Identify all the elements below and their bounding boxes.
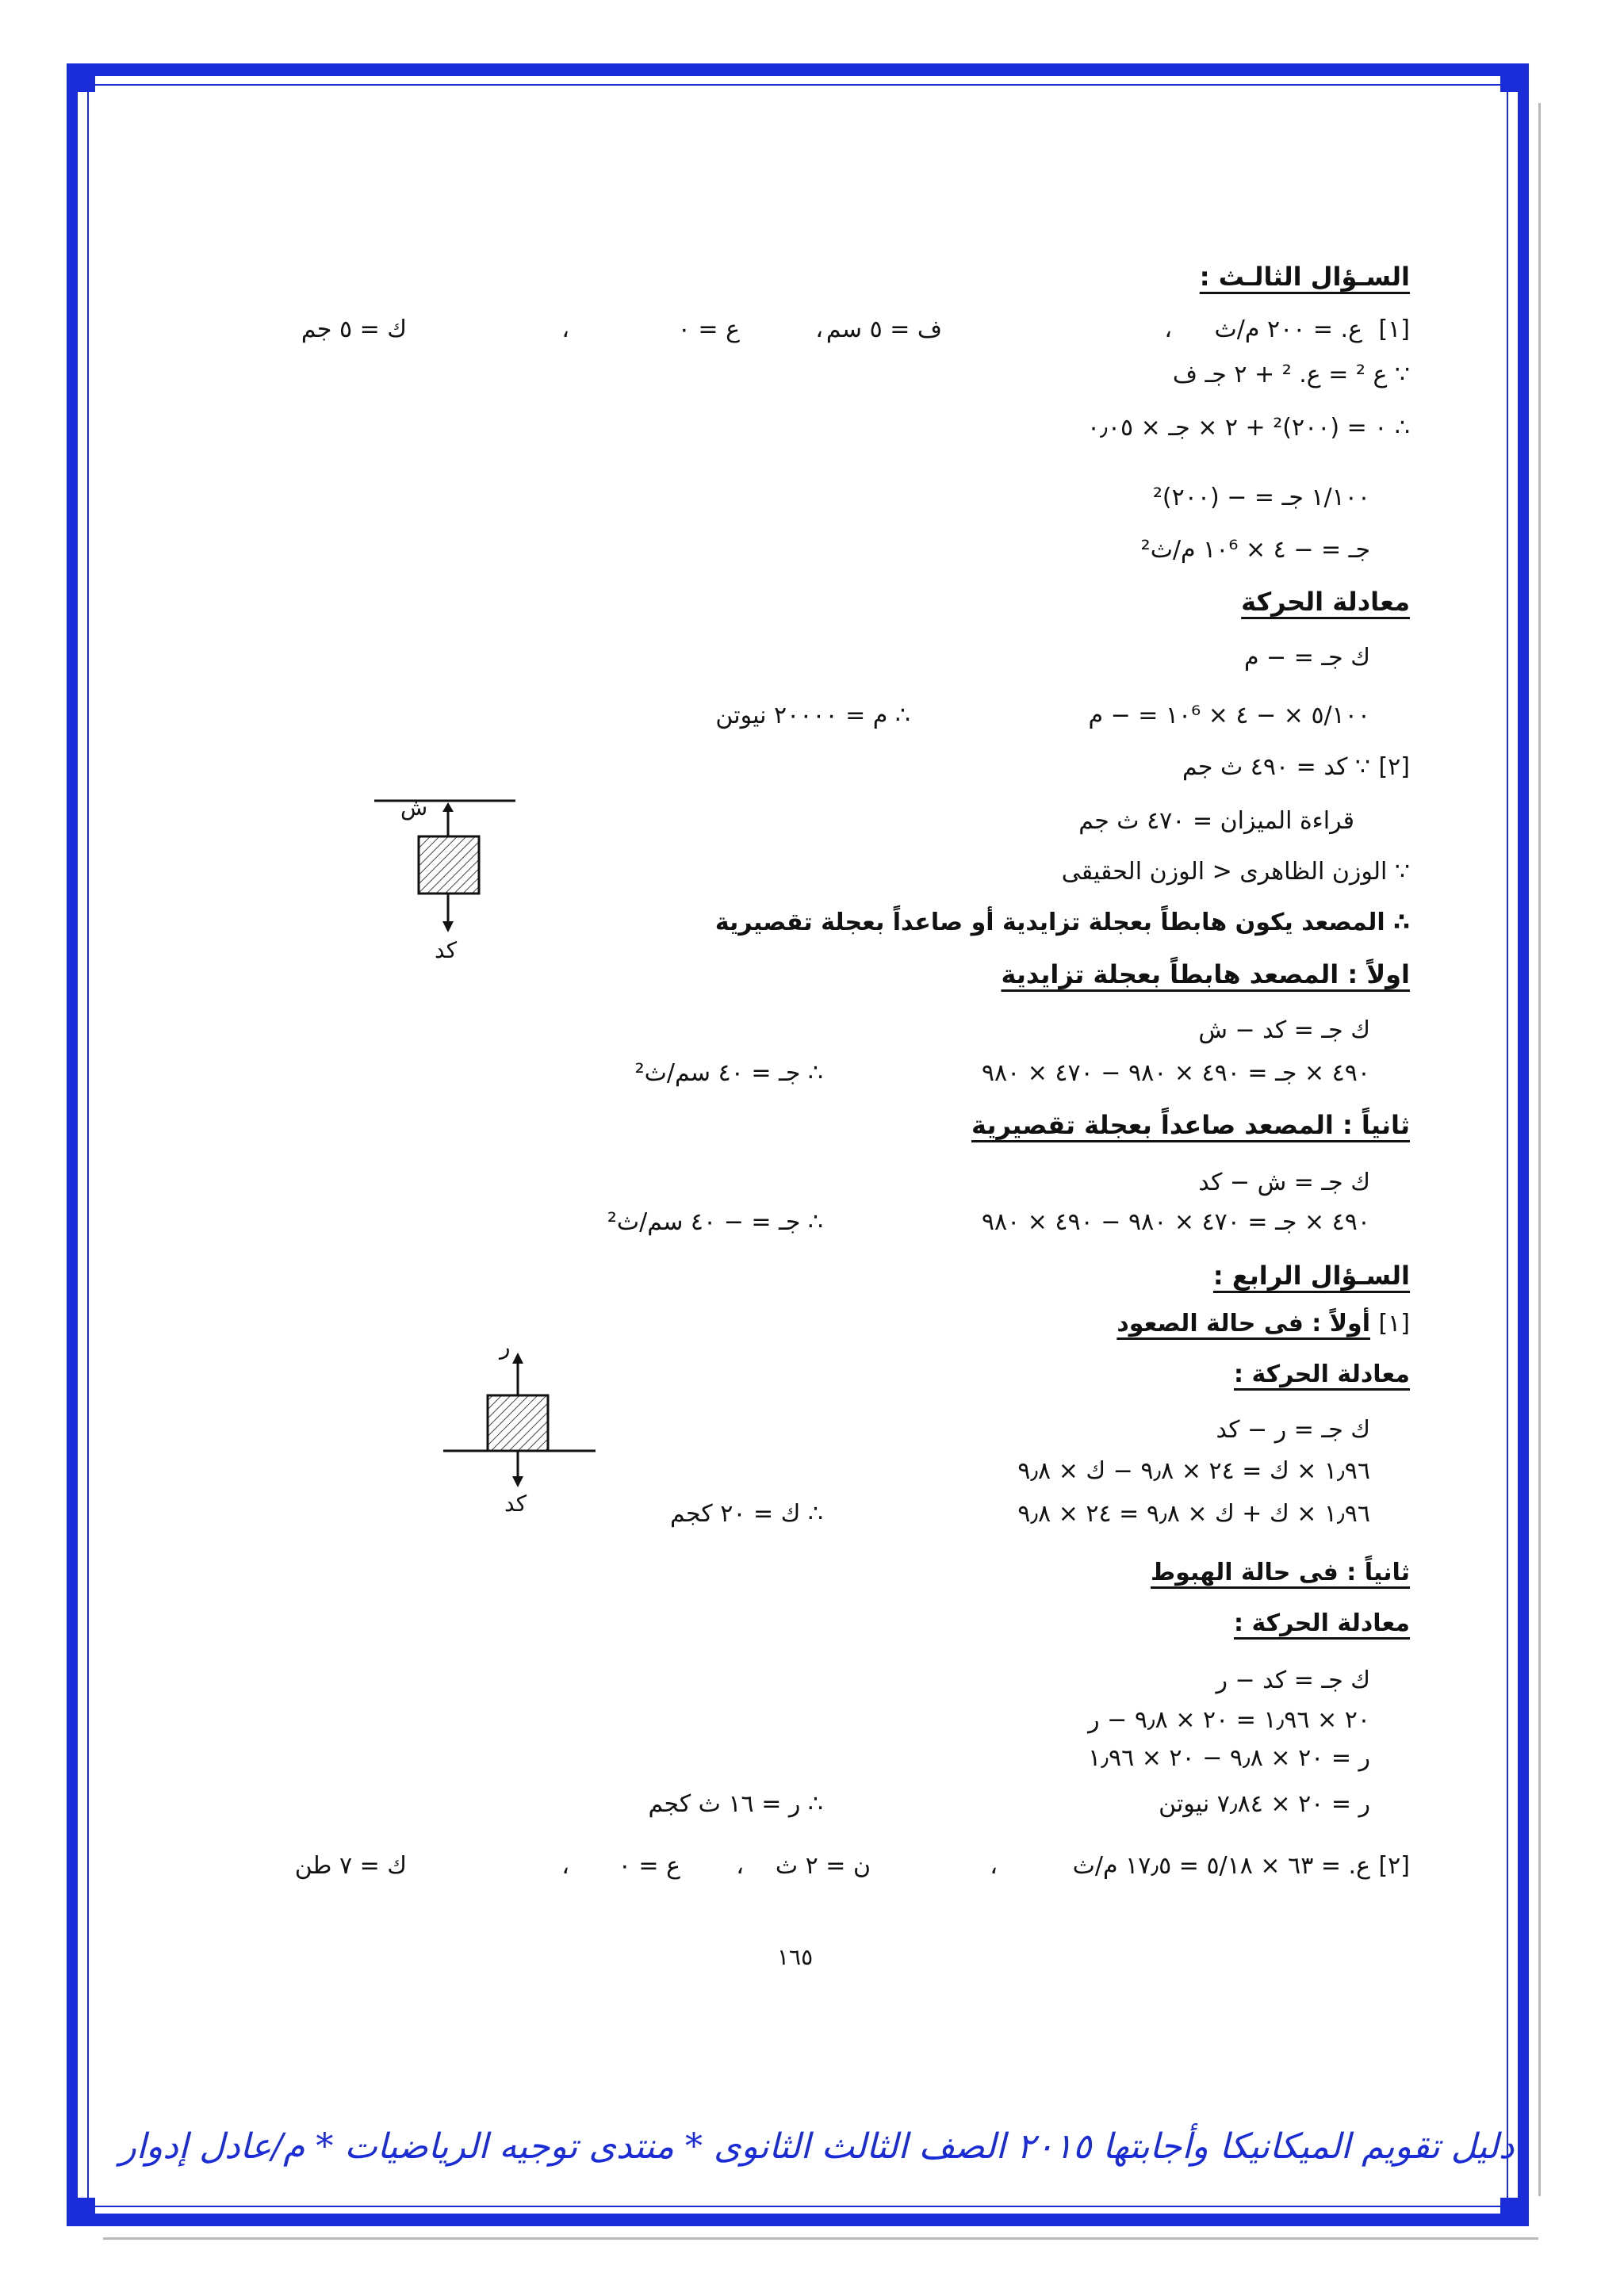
diagram-1-weight-label: كد [435, 937, 458, 963]
q3-equation-line: ∵ ع ² = ع. ² + ٢ جـ ف [1172, 361, 1410, 388]
q3-motion-line: ٥/١٠٠ × − ٤ × ١٠⁶ = − م [1088, 702, 1370, 729]
diagram-2-reaction-label: ر [500, 1334, 511, 1360]
q4-ascent-eq: ك جـ = ر − كد [1216, 1416, 1370, 1444]
q3-force-result: ∴ م = ٢٠٠٠٠ نيوتن [715, 702, 910, 729]
q3-equation-line: ١/١٠٠ جـ = − (٢٠٠)² [1152, 484, 1370, 511]
q3-first-result: ∴ جـ = ٤٠ سم/ث² [634, 1059, 823, 1087]
q3-equation-line: جـ = − ٤ × ١٠⁶ م/ث² [1140, 536, 1370, 564]
q3-equation-line: ∴ ٠ = (٢٠٠)² + ٢ × جـ × ٠٫٠٥ [1087, 414, 1410, 442]
comma: ، [815, 316, 823, 343]
diagram-1-tension-label: ش [400, 794, 428, 821]
q3-motion-line: ك جـ = − م [1243, 644, 1370, 672]
q4-p2-initial-velocity: ع. = ٦٣ × ٥/١٨ = ١٧٫٥ م/ث [1072, 1852, 1370, 1880]
q3-second-eq: ك جـ = ش − كد [1198, 1169, 1370, 1196]
q3-second-case-heading: ثانياً : المصعد صاعداً بعجلة تقصيرية [971, 1110, 1410, 1140]
comma: ، [736, 1852, 744, 1880]
q3-p1-final-velocity: ع = ٠ [677, 316, 740, 343]
q4-descent-eq: ر = ٢٠ × ٩٫٨ − ٢٠ × ١٫٩٦ [1088, 1744, 1370, 1772]
comma: ، [561, 1852, 569, 1880]
q4-motion-heading: معادلة الحركة : [1234, 1360, 1410, 1388]
diagram-2-weight-label: كد [504, 1490, 527, 1517]
footer-credit: دليل تقويم الميكانيكا وأجابتها ٢٠١٥ الصف الثالث الثانوى * منتدى توجيه الرياضيات * م/عادل إدوار [119, 2126, 1515, 2167]
page-number: ١٦٥ [777, 1944, 814, 1970]
q3-p2-compare: ∵ الوزن الظاهرى < الوزن الحقيقى [1061, 858, 1410, 886]
q3-first-case-heading: اولاً : المصعد هابطاً بعجلة تزايدية [1001, 959, 1410, 989]
comma: ، [990, 1852, 998, 1880]
q4-descent-motion-heading: معادلة الحركة : [1234, 1609, 1410, 1637]
q4-p2-mass: ك = ٧ طن [294, 1852, 407, 1880]
q4-p1-number: [١] [1378, 1310, 1410, 1337]
page-border-inner [87, 84, 1508, 2207]
q3-p2-given: ∵ كد = ٤٩٠ ث جم [1182, 753, 1370, 781]
q3-p1-number: [١] [1378, 316, 1410, 343]
page-border-bottom [76, 2214, 1519, 2226]
q3-p1-distance: ف = ٥ سم [825, 316, 942, 343]
q4-descent-eq: ر = ٢٠ × ٧٫٨٤ نيوتن [1159, 1790, 1370, 1818]
q4-ascent-eq: ١٫٩٦ × ك = ٢٤ × ٩٫٨ − ك × ٩٫٨ [1017, 1457, 1370, 1485]
q4-heading: السـؤال الرابع : [1212, 1261, 1410, 1291]
q3-motion-heading: معادلة الحركة [1241, 587, 1410, 617]
q4-descent-eq: ك جـ = كد − ر [1216, 1667, 1370, 1694]
q4-ascent-heading: أولاً : فى حالة الصعود [1116, 1310, 1370, 1337]
page-border-left [67, 71, 78, 2221]
q4-descent-eq: ٢٠ × ١٫٩٦ = ٢٠ × ٩٫٨ − ر [1088, 1706, 1370, 1734]
q4-ascent-result: ∴ ك = ٢٠ كجم [670, 1500, 823, 1528]
q3-p2-scale-reading: قراءة الميزان = ٤٧٠ ث جم [1078, 807, 1354, 835]
q4-descent-result: ∴ ر = ١٦ ث كجم [648, 1790, 823, 1818]
page-border-right [1518, 71, 1529, 2221]
q3-p1-initial-velocity: ع. = ٢٠٠ م/ث [1214, 316, 1362, 343]
q4-p2-number: [٢] [1378, 1852, 1410, 1880]
page-shadow-right [1538, 103, 1541, 2196]
q3-second-eq: ٤٩٠ × جـ = ٤٧٠ × ٩٨٠ − ٤٩٠ × ٩٨٠ [981, 1208, 1370, 1236]
q3-p2-conclusion: ∴ المصعد يكون هابطاً بعجلة تزايدية أو صاعداً بعجلة تقصيرية [714, 909, 1410, 936]
q3-heading: السـؤال الثالـث : [1199, 262, 1410, 292]
q4-p2-time: ن = ٢ ث [775, 1852, 871, 1880]
q4-p2-final-velocity: ع = ٠ [618, 1852, 680, 1880]
comma: ، [561, 316, 569, 343]
q3-p2-number: [٢] [1378, 753, 1410, 781]
q4-descent-heading: ثانياً : فى حالة الهبوط [1151, 1559, 1410, 1586]
q3-second-result: ∴ جـ = − ٤٠ سم/ث² [607, 1208, 823, 1236]
page-shadow-bottom [103, 2237, 1538, 2240]
comma: ، [1164, 316, 1172, 343]
q3-first-eq: ك جـ = كد − ش [1198, 1016, 1370, 1044]
q3-first-eq: ٤٩٠ × جـ = ٤٩٠ × ٩٨٠ − ٤٧٠ × ٩٨٠ [981, 1059, 1370, 1087]
page-border-top [76, 63, 1519, 76]
q3-p1-mass: ك = ٥ جم [301, 316, 407, 343]
q4-ascent-eq: ١٫٩٦ × ك + ك × ٩٫٨ = ٢٤ × ٩٫٨ [1017, 1500, 1370, 1528]
